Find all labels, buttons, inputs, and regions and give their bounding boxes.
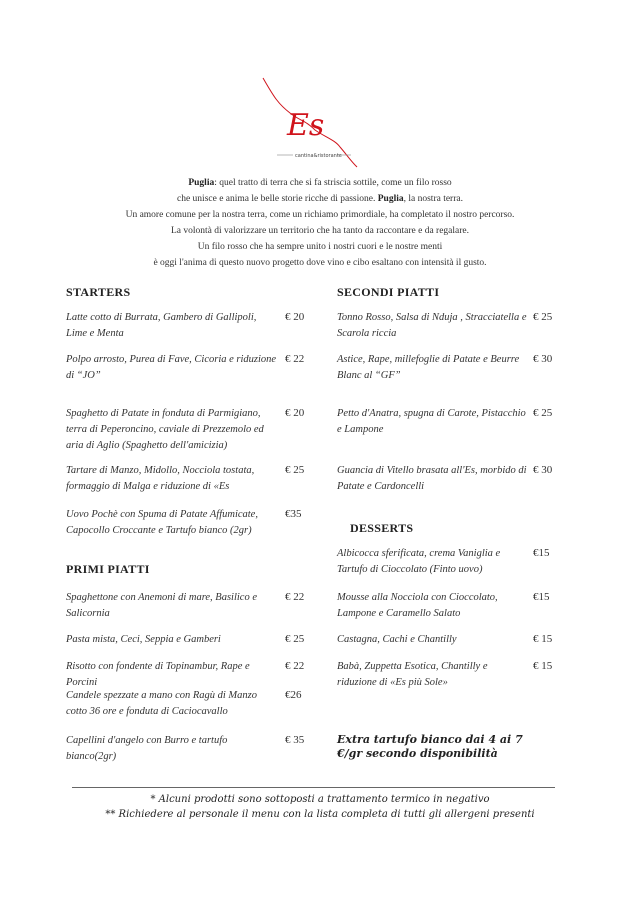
menu-item-price: € 15: [533, 633, 553, 645]
intro-line: [60, 223, 580, 239]
menu-item-price: € 25: [533, 311, 553, 323]
intro-bold: Puglia: [188, 178, 215, 188]
intro-text-part: è oggi l'anima di questo nuovo progetto dove vino e cibo esaltano con intensità il gusto.: [153, 258, 487, 268]
menu-item-price: € 22: [285, 353, 305, 365]
menu-item-price: € 30: [533, 464, 553, 476]
menu-item-name: Polpo arrosto, Purea di Fave, Cicoria e riduzione di “JO”: [66, 354, 277, 381]
menu-item-price: € 22: [285, 660, 305, 672]
section-title-primi: PRIMI PIATTI: [66, 562, 150, 576]
section-title-secondi: SECONDI PIATTI: [337, 285, 440, 299]
menu-item-name: Risotto con fondente di Topinambur, Rape e Porcini: [66, 661, 250, 688]
divider: [72, 787, 555, 788]
menu-item-price: € 22: [285, 591, 305, 603]
menu-item-price: €26: [285, 689, 302, 701]
menu-item-price: € 25: [285, 633, 305, 645]
menu-item-price: €15: [533, 547, 550, 559]
intro-line: [60, 239, 580, 255]
menu-item-name: Petto d'Anatra, spugna di Carote, Pistacchio e Lampone: [337, 408, 526, 435]
menu-item-price: €35: [285, 508, 302, 520]
menu-item-name: Spaghetto di Patate in fonduta di Parmigiano, terra di Peperoncino, caviale di Prezzemolo ed aria di Aglio (Spaghetto dell'amicizia): [66, 408, 264, 451]
menu-item-name: Astice, Rape, millefoglie di Patate e Beurre Blanc al “GF”: [337, 354, 520, 381]
intro-text-part: Un amore comune per la nostra terra, come un richiamo primordiale, ha completato il nostro percorso.: [125, 210, 515, 220]
intro-line: [60, 207, 580, 223]
menu-item-name: Spaghettone con Anemoni di mare, Basilico e Salicornia: [66, 592, 258, 619]
menu-item-name: Castagna, Cachi e Chantilly: [337, 634, 457, 645]
menu-item-name: Tonno Rosso, Salsa di Nduja , Stracciatella e Scarola riccia: [337, 312, 527, 339]
menu-item-price: € 25: [533, 407, 553, 419]
menu-item-name: Pasta mista, Ceci, Seppia e Gamberi: [66, 634, 221, 645]
logo-mark: Es: [287, 108, 325, 143]
footnote-1: * Alcuni prodotti sono sottoposti a trattamento termico in negativo: [150, 794, 490, 805]
intro-text-part: : quel tratto di terra che si fa striscia sottile, come un filo rosso: [214, 178, 452, 188]
menu-item-price: €15: [533, 591, 550, 603]
intro-text-part: Un filo rosso che ha sempre unito i nostri cuori e le nostre menti: [197, 242, 443, 252]
intro-text-part: La volontà di valorizzare un territorio che ha tanto da raccontare e da regalare.: [170, 226, 470, 236]
menu-item-price: € 30: [533, 353, 553, 365]
menu-item-name: Uovo Pochè con Spuma di Patate Affumicate, Capocollo Croccante e Tartufo bianco (2gr): [66, 509, 258, 536]
menu-item-price: € 20: [285, 407, 305, 419]
extra-truffle-note: Extra tartufo bianco dai 4 ai 7 €/gr secondo disponibilità: [337, 733, 523, 760]
menu-item-name: Candele spezzate a mano con Ragù di Manzo cotto 36 ore e fonduta di Caciocavallo: [66, 690, 258, 717]
svg-text:cantina&ristorante: cantina&ristorante: [295, 153, 342, 159]
menu-item-price: € 25: [285, 464, 305, 476]
menu-item-price: € 35: [285, 734, 305, 746]
menu-item-name: Albicocca sferificata, crema Vaniglia e Tartufo di Cioccolato (Finto uovo): [337, 548, 501, 575]
menu-item-name: Capellini d'angelo con Burro e tartufo bianco(2gr): [66, 735, 228, 762]
menu-item-price: € 15: [533, 660, 553, 672]
intro-text-part: che unisce e anima le belle storie ricche di passione.: [177, 194, 378, 204]
intro-bold: Puglia: [377, 194, 404, 204]
intro-line: [60, 255, 580, 271]
menu-item-name: Guancia di Vitello brasata all'Es, morbido di Patate e Cardoncelli: [337, 465, 527, 492]
menu-item-name: Mousse alla Nocciola con Cioccolato, Lampone e Caramello Salato: [337, 592, 498, 619]
intro-line: [60, 191, 580, 207]
menu-item-name: Tartare di Manzo, Midollo, Nocciola tostata, formaggio di Malga e riduzione di «Es: [66, 465, 255, 492]
menu-item-name: Latte cotto di Burrata, Gambero di Gallipoli, Lime e Menta: [66, 312, 257, 339]
intro-line: [60, 175, 580, 191]
intro-text: [60, 175, 580, 271]
restaurant-logo: [255, 75, 365, 170]
section-title-desserts: DESSERTS: [350, 521, 414, 535]
intro-text-part: , la nostra terra.: [403, 194, 463, 204]
menu-item-price: € 20: [285, 311, 305, 323]
footnote-2: ** Richiedere al personale il menu con la lista completa di tutti gli allergeni presenti: [105, 809, 535, 820]
menu-item-name: Babà, Zuppetta Esotica, Chantilly e riduzione di «Es più Sole»: [337, 661, 488, 688]
section-title-starters: STARTERS: [66, 285, 131, 299]
